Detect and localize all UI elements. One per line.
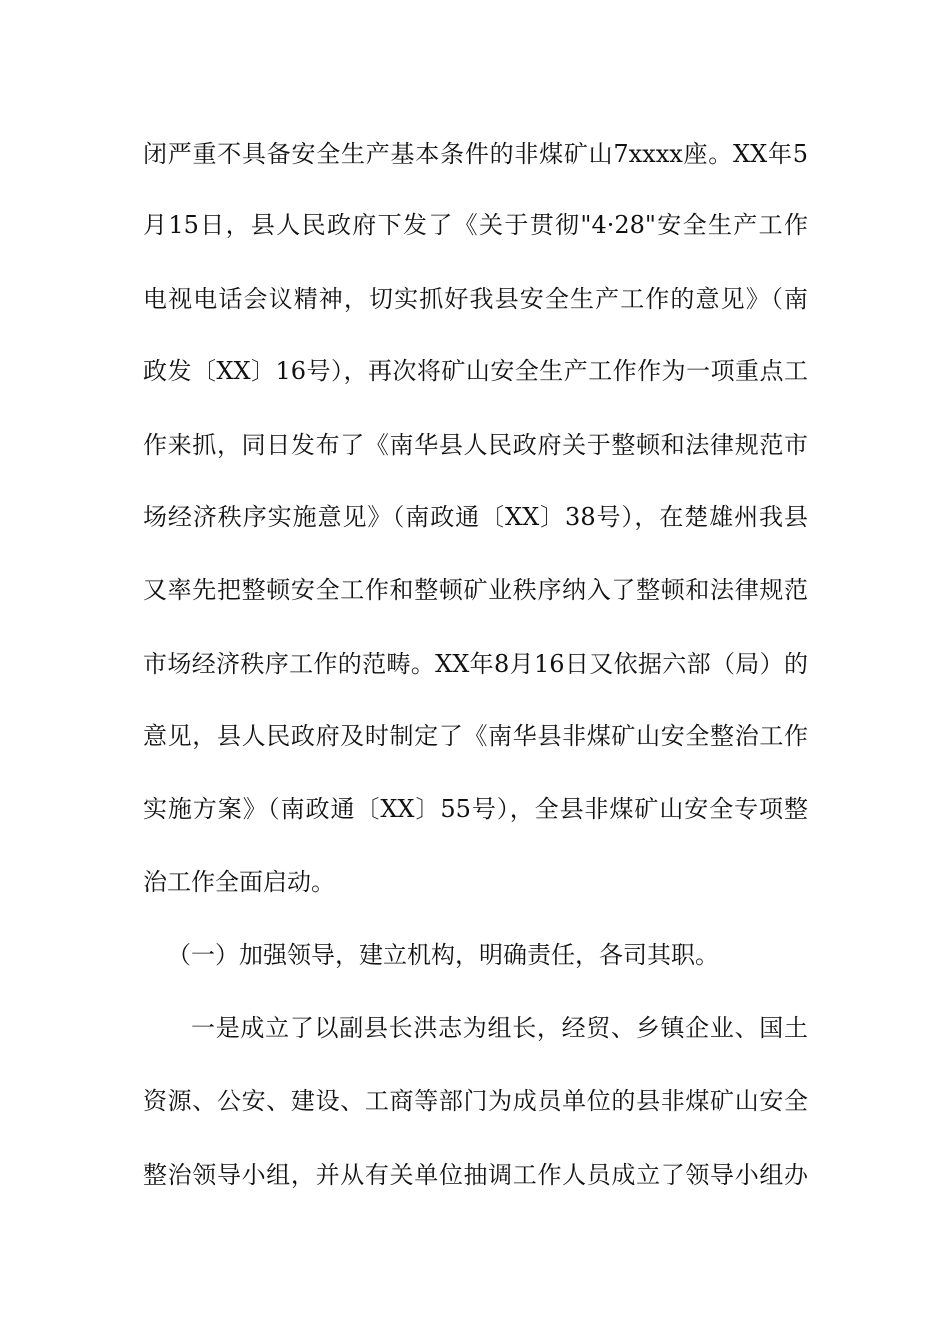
text-line-13: 一是成立了以副县长洪志为组长，经贸、乡镇企业、国土 [191, 1014, 808, 1042]
text-line-10: 实施方案》（南政通〔XX〕55号），全县非煤矿山安全专项整 [143, 795, 808, 823]
text-line-6: 场经济秩序实施意见》（南政通〔XX〕38号），在楚雄州我县 [143, 503, 808, 531]
text-line-2: 月15日，县人民政府下发了《关于贯彻"4·28"安全生产工作 [143, 211, 808, 239]
text-line-15: 整治领导小组，并从有关单位抽调工作人员成立了领导小组办 [143, 1161, 808, 1189]
text-line-14: 资源、公安、建设、工商等部门为成员单位的县非煤矿山安全 [143, 1087, 808, 1115]
text-line-8: 市场经济秩序工作的范畴。XX年8月16日又依据六部（局）的 [143, 650, 808, 678]
text-line-11: 治工作全面启动。 [143, 868, 335, 896]
text-line-1: 闭严重不具备安全生产基本条件的非煤矿山7xxxx座。XX年5 [143, 140, 808, 168]
text-line-7: 又率先把整顿安全工作和整顿矿业秩序纳入了整顿和法律规范 [143, 576, 808, 604]
text-line-3: 电视电话会议精神，切实抓好我县安全生产工作的意见》（南 [143, 285, 808, 313]
text-line-4: 政发〔XX〕16号），再次将矿山安全生产工作作为一项重点工 [143, 357, 808, 385]
text-line-5: 作来抓，同日发布了《南华县人民政府关于整顿和法律规范市 [143, 431, 808, 459]
text-line-9: 意见，县人民政府及时制定了《南华县非煤矿山安全整治工作 [143, 722, 808, 750]
section-heading: （一）加强领导，建立机构，明确责任，各司其职。 [167, 941, 719, 969]
